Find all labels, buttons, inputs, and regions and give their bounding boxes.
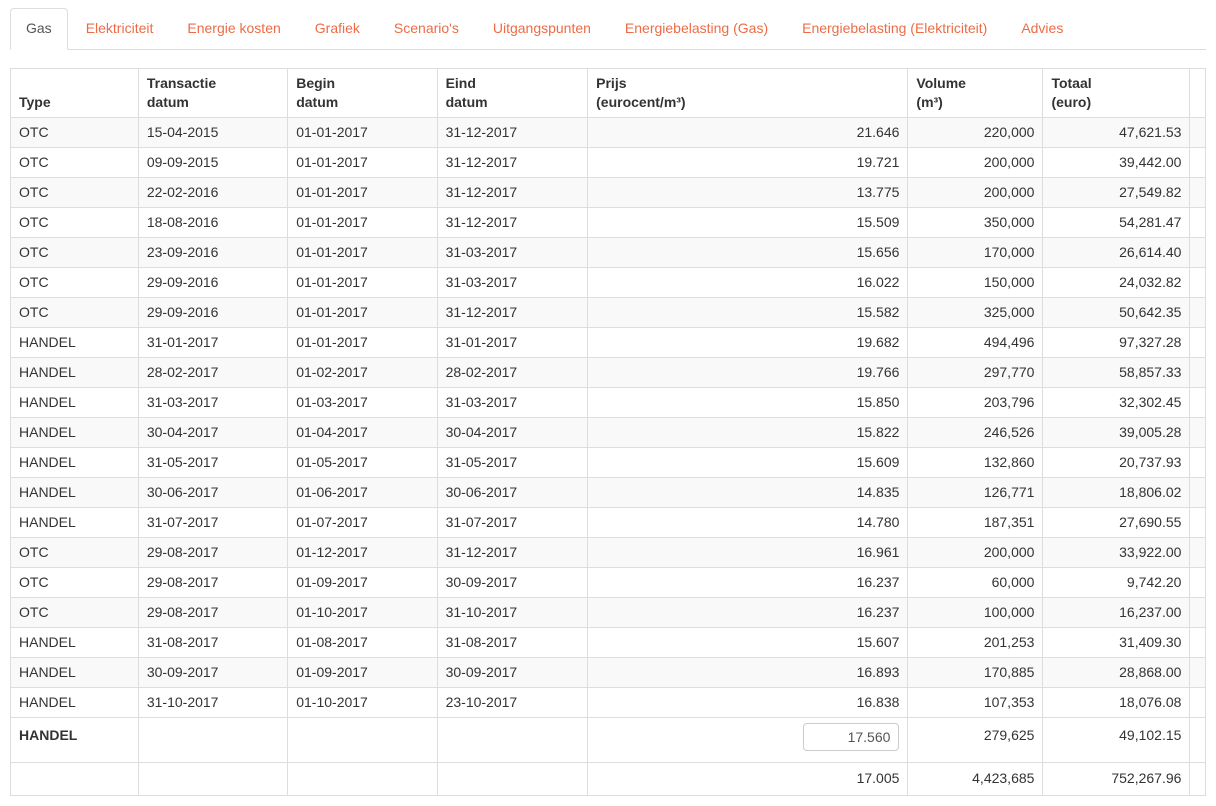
cell-type: OTC [11,177,139,207]
cell-spacer [1190,267,1206,297]
cell-spacer [1190,567,1206,597]
cell-totaal: 32,302.45 [1043,387,1190,417]
tab-energiebelasting-elektriciteit-label[interactable]: Energiebelasting (Elektriciteit) [802,20,988,36]
cell-prijs: 15.656 [588,237,908,267]
table-row [11,507,1206,537]
cell-begin: 01-04-2017 [288,417,437,447]
cell-type: OTC [11,297,139,327]
editable-handel-row [11,717,1206,762]
cell-begin: 01-06-2017 [288,477,437,507]
tab-gas[interactable] [10,8,68,50]
col-eind-datum: Eind datum [437,68,588,117]
col-transactie-datum: Transactie datum [138,68,287,117]
cell-transactie [138,717,287,762]
tab-energie-kosten-label[interactable]: Energie kosten [187,20,281,36]
cell-volume: 126,771 [908,477,1043,507]
cell-totaal: 9,742.20 [1043,567,1190,597]
cell-spacer [1190,207,1206,237]
cell-prijs: 16.893 [588,657,908,687]
cell-totaal: 39,005.28 [1043,417,1190,447]
cell-volume: 187,351 [908,507,1043,537]
table-row [11,327,1206,357]
tab-grafiek[interactable] [299,8,376,50]
cell-spacer [1190,417,1206,447]
cell-totaal: 97,327.28 [1043,327,1190,357]
cell-eind: 31-12-2017 [437,147,588,177]
cell-totaal: 49,102.15 [1043,717,1190,762]
cell-type: HANDEL [11,417,139,447]
cell-spacer [1190,147,1206,177]
cell-transactie: 30-06-2017 [138,477,287,507]
cell-prijs: 13.775 [588,177,908,207]
cell-type: HANDEL [11,327,139,357]
cell-prijs: 16.237 [588,567,908,597]
cell-transactie: 31-07-2017 [138,507,287,537]
cell-totaal: 47,621.53 [1043,117,1190,147]
header-row [11,68,1206,117]
cell-eind: 31-12-2017 [437,537,588,567]
cell-prijs: 15.850 [588,387,908,417]
cell-eind: 31-03-2017 [437,237,588,267]
tab-uitgangspunten-label[interactable]: Uitgangspunten [492,20,591,36]
tab-energiebelasting-elektriciteit[interactable] [786,8,1003,50]
cell-transactie: 31-05-2017 [138,447,287,477]
table-row [11,597,1206,627]
cell-volume: 132,860 [908,447,1043,477]
table-row [11,447,1206,477]
table-header [11,68,1206,117]
cell-eind: 31-12-2017 [437,207,588,237]
cell-type: HANDEL [11,627,139,657]
cell-begin: 01-01-2017 [288,297,437,327]
cell-transactie: 15-04-2015 [138,117,287,147]
cell-begin: 01-05-2017 [288,447,437,477]
cell-begin [288,717,437,762]
cell-spacer [1190,297,1206,327]
table-row [11,207,1206,237]
cell-type: HANDEL [11,387,139,417]
cell-prijs: 15.822 [588,417,908,447]
tab-grafiek-label[interactable]: Grafiek [314,20,360,36]
cell-spacer [1190,117,1206,147]
cell-begin: 01-12-2017 [288,537,437,567]
cell-totaal: 39,442.00 [1043,147,1190,177]
cell-spacer [1190,717,1206,762]
cell-begin: 01-02-2017 [288,357,437,387]
cell-totaal: 27,690.55 [1043,507,1190,537]
cell-spacer [1190,537,1206,567]
cell-begin: 01-07-2017 [288,507,437,537]
cell-volume: 60,000 [908,567,1043,597]
cell-eind: 31-01-2017 [437,327,588,357]
cell-prijs: 15.509 [588,207,908,237]
tab-scenarios-label[interactable]: Scenario's [393,20,459,36]
cell-totaal: 50,642.35 [1043,297,1190,327]
cell-eind: 31-05-2017 [437,447,588,477]
col-spacer [1190,68,1206,117]
cell-volume: 200,000 [908,537,1043,567]
cell-volume: 350,000 [908,207,1043,237]
cell-begin: 01-01-2017 [288,207,437,237]
tab-gas-label[interactable]: Gas [10,8,68,50]
cell-type: HANDEL [11,477,139,507]
cell-transactie: 29-08-2017 [138,567,287,597]
cell-begin [288,762,437,795]
cell-volume: 494,496 [908,327,1043,357]
tab-energie-kosten[interactable] [171,8,296,50]
cell-prijs: 14.780 [588,507,908,537]
table-row [11,627,1206,657]
cell-totaal: 26,614.40 [1043,237,1190,267]
cell-eind: 30-06-2017 [437,477,588,507]
cell-type: HANDEL [11,447,139,477]
cell-prijs: 16.022 [588,267,908,297]
cell-transactie: 30-09-2017 [138,657,287,687]
cell-begin: 01-08-2017 [288,627,437,657]
table-foot [11,717,1206,795]
transactions-table [10,68,1206,796]
cell-volume: 107,353 [908,687,1043,717]
cell-eind [437,717,588,762]
cell-type: HANDEL [11,507,139,537]
cell-totaal: 27,549.82 [1043,177,1190,207]
cell-transactie: 22-02-2016 [138,177,287,207]
cell-volume: 200,000 [908,147,1043,177]
cell-volume: 246,526 [908,417,1043,447]
tab-bar [10,8,1206,50]
cell-spacer [1190,627,1206,657]
cell-begin: 01-01-2017 [288,237,437,267]
table-row [11,687,1206,717]
cell-eind: 30-04-2017 [437,417,588,447]
cell-volume: 200,000 [908,177,1043,207]
cell-transactie: 28-02-2017 [138,357,287,387]
cell-totaal: 18,806.02 [1043,477,1190,507]
cell-volume: 170,885 [908,657,1043,687]
cell-eind: 31-10-2017 [437,597,588,627]
cell-spacer [1190,327,1206,357]
cell-transactie: 23-09-2016 [138,237,287,267]
table-row [11,657,1206,687]
table-row [11,297,1206,327]
tab-uitgangspunten[interactable] [477,8,607,50]
table-row [11,357,1206,387]
cell-transactie: 09-09-2015 [138,147,287,177]
col-type: Type [11,68,139,117]
cell-begin: 01-09-2017 [288,657,437,687]
cell-eind: 31-12-2017 [437,117,588,147]
table-row [11,567,1206,597]
cell-type: OTC [11,207,139,237]
cell-eind: 31-08-2017 [437,627,588,657]
cell-spacer [1190,687,1206,717]
cell-volume: 150,000 [908,267,1043,297]
cell-prijs: 15.609 [588,447,908,477]
price-input[interactable] [803,723,899,751]
cell-eind: 31-07-2017 [437,507,588,537]
cell-eind [437,762,588,795]
cell-volume: 201,253 [908,627,1043,657]
cell-type: HANDEL [11,687,139,717]
cell-begin: 01-03-2017 [288,387,437,417]
cell-spacer [1190,657,1206,687]
table-row [11,537,1206,567]
tab-energiebelasting-gas[interactable] [609,8,784,50]
cell-volume: 325,000 [908,297,1043,327]
cell-spacer [1190,237,1206,267]
col-volume: Volume (m³) [908,68,1043,117]
cell-prijs: 16.237 [588,597,908,627]
cell-eind: 31-12-2017 [437,297,588,327]
cell-transactie: 30-04-2017 [138,417,287,447]
cell-prijs: 19.682 [588,327,908,357]
cell-volume: 203,796 [908,387,1043,417]
cell-begin: 01-01-2017 [288,117,437,147]
cell-transactie [138,762,287,795]
cell-prijs: 16.838 [588,687,908,717]
cell-totaal: 24,032.82 [1043,267,1190,297]
cell-type: OTC [11,237,139,267]
cell-type: OTC [11,567,139,597]
cell-type [11,762,139,795]
cell-begin: 01-10-2017 [288,597,437,627]
cell-totaal: 20,737.93 [1043,447,1190,477]
cell-volume: 279,625 [908,717,1043,762]
cell-transactie: 31-01-2017 [138,327,287,357]
cell-type: HANDEL [11,717,139,762]
cell-volume: 220,000 [908,117,1043,147]
cell-totaal: 31,409.30 [1043,627,1190,657]
cell-totaal: 28,868.00 [1043,657,1190,687]
cell-eind: 23-10-2017 [437,687,588,717]
cell-totaal: 54,281.47 [1043,207,1190,237]
cell-begin: 01-01-2017 [288,267,437,297]
cell-volume: 100,000 [908,597,1043,627]
cell-prijs: 15.607 [588,627,908,657]
table-body [11,117,1206,717]
table-row [11,147,1206,177]
cell-spacer [1190,177,1206,207]
cell-type: OTC [11,537,139,567]
cell-transactie: 29-09-2016 [138,297,287,327]
cell-type: HANDEL [11,357,139,387]
total-totaal: 752,267.96 [1043,762,1190,795]
cell-transactie: 18-08-2016 [138,207,287,237]
table-row [11,117,1206,147]
cell-transactie: 31-08-2017 [138,627,287,657]
cell-eind: 31-03-2017 [437,387,588,417]
cell-spacer [1190,477,1206,507]
cell-spacer [1190,762,1206,795]
tab-elektriciteit-label[interactable]: Elektriciteit [85,20,154,36]
cell-type: OTC [11,267,139,297]
totals-row [11,762,1206,795]
cell-totaal: 58,857.33 [1043,357,1190,387]
cell-totaal: 18,076.08 [1043,687,1190,717]
cell-totaal: 33,922.00 [1043,537,1190,567]
cell-spacer [1190,507,1206,537]
cell-type: OTC [11,597,139,627]
cell-prijs: 19.766 [588,357,908,387]
cell-volume: 170,000 [908,237,1043,267]
cell-transactie: 29-08-2017 [138,597,287,627]
cell-transactie: 29-08-2017 [138,537,287,567]
tab-elektriciteit[interactable] [70,8,170,50]
cell-prijs [588,717,908,762]
cell-prijs: 15.582 [588,297,908,327]
cell-type: OTC [11,117,139,147]
cell-begin: 01-01-2017 [288,177,437,207]
cell-begin: 01-10-2017 [288,687,437,717]
tab-advies-label[interactable]: Advies [1021,20,1064,36]
cell-spacer [1190,447,1206,477]
cell-totaal: 16,237.00 [1043,597,1190,627]
table-row [11,237,1206,267]
cell-transactie: 29-09-2016 [138,267,287,297]
cell-begin: 01-01-2017 [288,327,437,357]
cell-eind: 30-09-2017 [437,657,588,687]
table-row [11,267,1206,297]
cell-begin: 01-09-2017 [288,567,437,597]
cell-prijs: 14.835 [588,477,908,507]
cell-transactie: 31-03-2017 [138,387,287,417]
cell-spacer [1190,597,1206,627]
tab-energiebelasting-gas-label[interactable]: Energiebelasting (Gas) [624,20,769,36]
cell-volume: 297,770 [908,357,1043,387]
cell-spacer [1190,387,1206,417]
cell-prijs: 19.721 [588,147,908,177]
table-row [11,417,1206,447]
cell-prijs: 21.646 [588,117,908,147]
cell-eind: 28-02-2017 [437,357,588,387]
cell-begin: 01-01-2017 [288,147,437,177]
cell-eind: 31-03-2017 [437,267,588,297]
cell-type: OTC [11,147,139,177]
table-row [11,177,1206,207]
cell-eind: 31-12-2017 [437,177,588,207]
tab-advies[interactable] [1005,8,1079,50]
cell-prijs: 16.961 [588,537,908,567]
total-prijs: 17.005 [588,762,908,795]
total-volume: 4,423,685 [908,762,1043,795]
table-row [11,477,1206,507]
cell-spacer [1190,357,1206,387]
table-row [11,387,1206,417]
col-prijs: Prijs (eurocent/m³) [588,68,908,117]
cell-eind: 30-09-2017 [437,567,588,597]
col-begin-datum: Begin datum [288,68,437,117]
cell-type: HANDEL [11,657,139,687]
tab-scenarios[interactable] [378,8,475,50]
cell-transactie: 31-10-2017 [138,687,287,717]
col-totaal: Totaal (euro) [1043,68,1190,117]
